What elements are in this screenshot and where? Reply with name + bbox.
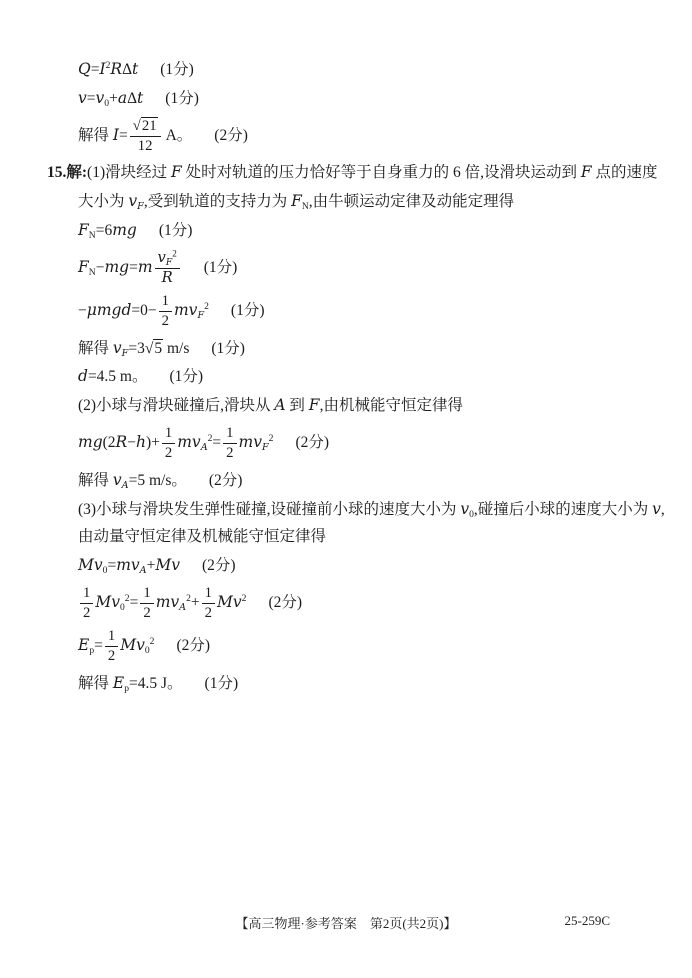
- score-mark: (1分): [211, 339, 245, 357]
- formula-heat: $Q=I^2R\Delta t$ (1分): [78, 60, 194, 78]
- formula-normal-force: $F_N=6mg$ (1分): [78, 221, 193, 241]
- footer-paper-code: 25-259C: [564, 913, 610, 928]
- formula-Ep: $E_p=$ $\frac{1}{2}$ $Mv_0^2$ (2分): [78, 627, 211, 664]
- score-mark: (2分): [201, 557, 236, 575]
- score-mark: (1分): [230, 301, 265, 319]
- page-footer: [0, 913, 692, 932]
- score-mark: (1分): [204, 674, 239, 692]
- q15-intro-line2: 大小为 $v_F$,受到轨道的支持力为 $F_N$,由牛顿运动定律及动能定理得: [78, 192, 515, 213]
- q15-intro-line1: 15.解:(1)滑块经过 F 处时对轨道的压力恰好等于自身重力的 6 倍,设滑块运动到 F 点的速度: [47, 163, 658, 182]
- score-mark: (1分): [203, 258, 238, 276]
- footer-title: 【高三物理·参考答案 第2页(共2页)】: [235, 916, 457, 931]
- score-mark: (1分): [165, 89, 199, 107]
- score-mark: (2分): [176, 636, 211, 654]
- q15-part3-line1: (3)小球与滑块发生弹性碰撞,设碰撞前小球的速度大小为 $v_0$,碰撞后小球的速度大小为 v,: [78, 499, 665, 520]
- solve-current: 解得 I= $\frac{√21}{12}$ A。 (2分): [78, 117, 248, 154]
- solve-d: d=4.5 m。 (1分): [78, 367, 204, 386]
- formula-momentum: $Mv_0=mv_A+Mv$ (2分): [78, 556, 236, 577]
- q15-part3-line2: 由动量守恒定律及机械能守恒定律得: [78, 528, 327, 546]
- score-mark: (1分): [158, 222, 193, 240]
- score-mark: (2分): [214, 126, 248, 144]
- solve-Ep: 解得 $E_p=4.5$ J。 (1分): [78, 673, 239, 694]
- q15-part2-intro: (2)小球与滑块碰撞后,滑块从 A 到 F,由机械能守恒定律得: [78, 396, 463, 415]
- formula-mech-energy: mg(2R−h)+ $\frac{1}{2}$ $mv_A^2=$ $\frac{1}{2}$ $mv_F^2$ (2分): [78, 424, 330, 461]
- score-mark: (2分): [268, 593, 303, 611]
- score-mark: (2分): [295, 433, 330, 451]
- formula-work-energy: −μmgd=0− $\frac{1}{2}$ $mv_F^2$ (1分): [78, 292, 265, 329]
- formula-velocity: $v=v_0+a\Delta t$ (1分): [78, 88, 199, 109]
- score-mark: (1分): [169, 368, 204, 386]
- formula-newton-circular: $F_N-mg=m$ $\frac{v_F^2}{R}$ (1分): [78, 248, 238, 286]
- score-mark: (2分): [208, 471, 243, 489]
- formula-kinetic-energy: $\frac{1}{2}$ $Mv_0^2=$ $\frac{1}{2}$ $mv_A^2+$ $\frac{1}{2}$ Mv$^2$ (2分): [78, 585, 692, 622]
- solve-vA: 解得 $v_A=5$ m/s。 (2分): [78, 470, 243, 491]
- score-mark: (1分): [160, 61, 194, 78]
- solve-vF: 解得 $v_F=3√5$ m/s (1分): [78, 338, 245, 359]
